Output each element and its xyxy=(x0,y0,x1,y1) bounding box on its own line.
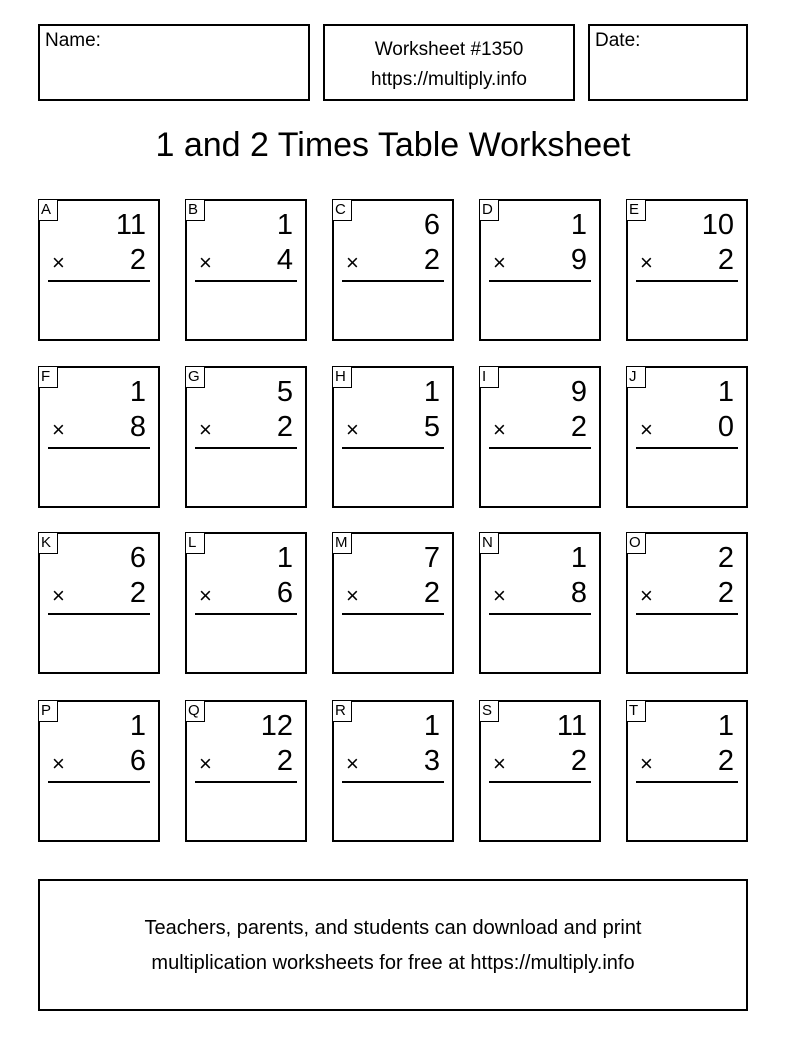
problem-card xyxy=(479,199,601,341)
problem-letter: P xyxy=(38,700,58,722)
times-sign: × xyxy=(52,751,65,776)
multiplier: 2 xyxy=(717,745,734,777)
problem-letter: D xyxy=(479,199,499,221)
date-label: Date: xyxy=(595,30,641,51)
times-sign: × xyxy=(199,250,212,275)
problem-letter: T xyxy=(626,700,646,722)
multiplicand: 6 xyxy=(423,209,440,241)
multiplier: 2 xyxy=(570,745,587,777)
problem-card xyxy=(626,700,748,842)
problem-card xyxy=(479,532,601,674)
multiplicand: 1 xyxy=(717,376,734,408)
multiplicand: 1 xyxy=(129,710,146,742)
answer-line xyxy=(342,447,444,449)
answer-line xyxy=(489,280,591,282)
answer-line xyxy=(342,613,444,615)
times-sign: × xyxy=(199,417,212,442)
multiplier: 2 xyxy=(276,411,293,443)
multiplier: 2 xyxy=(129,244,146,276)
problem-letter: A xyxy=(38,199,58,221)
multiplier: 2 xyxy=(717,244,734,276)
answer-line xyxy=(342,781,444,783)
problem-letter: N xyxy=(479,532,499,554)
name-label: Name: xyxy=(45,30,101,51)
problem-card xyxy=(185,366,307,508)
answer-line xyxy=(48,781,150,783)
problem-card xyxy=(332,199,454,341)
times-sign: × xyxy=(199,583,212,608)
problem-card xyxy=(38,700,160,842)
multiplicand: 7 xyxy=(423,542,440,574)
page-title: 1 and 2 Times Table Worksheet xyxy=(155,126,631,164)
answer-line xyxy=(636,447,738,449)
problem-letter: O xyxy=(626,532,646,554)
multiplicand: 1 xyxy=(423,376,440,408)
multiplier: 2 xyxy=(423,244,440,276)
answer-line xyxy=(489,781,591,783)
problem-card xyxy=(332,700,454,842)
answer-line xyxy=(195,781,297,783)
date-box xyxy=(588,24,748,101)
name-box xyxy=(38,24,310,101)
problem-card xyxy=(185,532,307,674)
times-sign: × xyxy=(346,250,359,275)
multiplicand: 6 xyxy=(129,542,146,574)
multiplicand: 1 xyxy=(570,542,587,574)
multiplicand: 11 xyxy=(115,209,146,241)
multiplicand: 1 xyxy=(423,710,440,742)
times-sign: × xyxy=(346,417,359,442)
multiplicand: 5 xyxy=(276,376,293,408)
answer-line xyxy=(636,613,738,615)
problem-card xyxy=(626,532,748,674)
problem-letter: E xyxy=(626,199,646,221)
multiplicand: 11 xyxy=(556,710,587,742)
answer-line xyxy=(48,613,150,615)
problem-letter: C xyxy=(332,199,352,221)
answer-line xyxy=(489,447,591,449)
problem-card xyxy=(626,366,748,508)
problem-card xyxy=(38,366,160,508)
multiplier: 9 xyxy=(570,244,587,276)
problem-letter: M xyxy=(332,532,352,554)
problem-letter: G xyxy=(185,366,205,388)
multiplier: 2 xyxy=(717,577,734,609)
multiplier: 5 xyxy=(423,411,440,443)
answer-line xyxy=(636,781,738,783)
multiplicand: 10 xyxy=(701,209,734,241)
multiplicand: 1 xyxy=(717,710,734,742)
times-sign: × xyxy=(52,583,65,608)
times-sign: × xyxy=(640,583,653,608)
problem-card xyxy=(38,532,160,674)
multiplicand: 2 xyxy=(717,542,734,574)
times-sign: × xyxy=(640,417,653,442)
times-sign: × xyxy=(346,751,359,776)
times-sign: × xyxy=(346,583,359,608)
multiplicand: 1 xyxy=(276,209,293,241)
multiplier: 2 xyxy=(276,745,293,777)
times-sign: × xyxy=(199,751,212,776)
problem-letter: K xyxy=(38,532,58,554)
multiplier: 8 xyxy=(570,577,587,609)
answer-line xyxy=(48,447,150,449)
problem-letter: J xyxy=(626,366,646,388)
answer-line xyxy=(195,613,297,615)
problem-card xyxy=(185,199,307,341)
times-sign: × xyxy=(640,250,653,275)
problem-letter: Q xyxy=(185,700,205,722)
times-sign: × xyxy=(52,250,65,275)
answer-line xyxy=(48,280,150,282)
times-sign: × xyxy=(493,417,506,442)
problem-letter: R xyxy=(332,700,352,722)
problem-card xyxy=(332,532,454,674)
problem-letter: B xyxy=(185,199,205,221)
problem-card xyxy=(332,366,454,508)
multiplier: 6 xyxy=(129,745,146,777)
times-sign: × xyxy=(493,751,506,776)
multiplicand: 1 xyxy=(129,376,146,408)
problem-card xyxy=(479,366,601,508)
answer-line xyxy=(636,280,738,282)
worksheet-info-box xyxy=(323,24,575,101)
problem-letter: F xyxy=(38,366,58,388)
multiplier: 0 xyxy=(717,411,734,443)
multiplier: 8 xyxy=(129,411,146,443)
multiplier: 6 xyxy=(276,577,293,609)
multiplier: 2 xyxy=(570,411,587,443)
times-sign: × xyxy=(52,417,65,442)
answer-line xyxy=(489,613,591,615)
problem-letter: H xyxy=(332,366,352,388)
times-sign: × xyxy=(493,250,506,275)
footer-line-2: multiplication worksheets for free at https://multiply.info xyxy=(151,952,635,974)
problem-card xyxy=(626,199,748,341)
multiplicand: 1 xyxy=(570,209,587,241)
worksheet-number: Worksheet #1350 xyxy=(374,39,524,60)
problem-card xyxy=(185,700,307,842)
multiplier: 2 xyxy=(129,577,146,609)
answer-line xyxy=(195,280,297,282)
problem-letter: L xyxy=(185,532,205,554)
multiplicand: 1 xyxy=(276,542,293,574)
multiplicand: 9 xyxy=(570,376,587,408)
site-url: https://multiply.info xyxy=(371,69,527,90)
answer-line xyxy=(195,447,297,449)
footer-box xyxy=(38,879,748,1011)
problem-card xyxy=(479,700,601,842)
answer-line xyxy=(342,280,444,282)
problem-letter: S xyxy=(479,700,499,722)
footer-line-1: Teachers, parents, and students can download and print xyxy=(144,917,642,939)
times-sign: × xyxy=(493,583,506,608)
multiplicand: 12 xyxy=(260,710,293,742)
problem-letter: I xyxy=(479,366,499,388)
multiplier: 2 xyxy=(423,577,440,609)
times-sign: × xyxy=(640,751,653,776)
multiplier: 3 xyxy=(423,745,440,777)
problem-card xyxy=(38,199,160,341)
multiplier: 4 xyxy=(276,244,293,276)
